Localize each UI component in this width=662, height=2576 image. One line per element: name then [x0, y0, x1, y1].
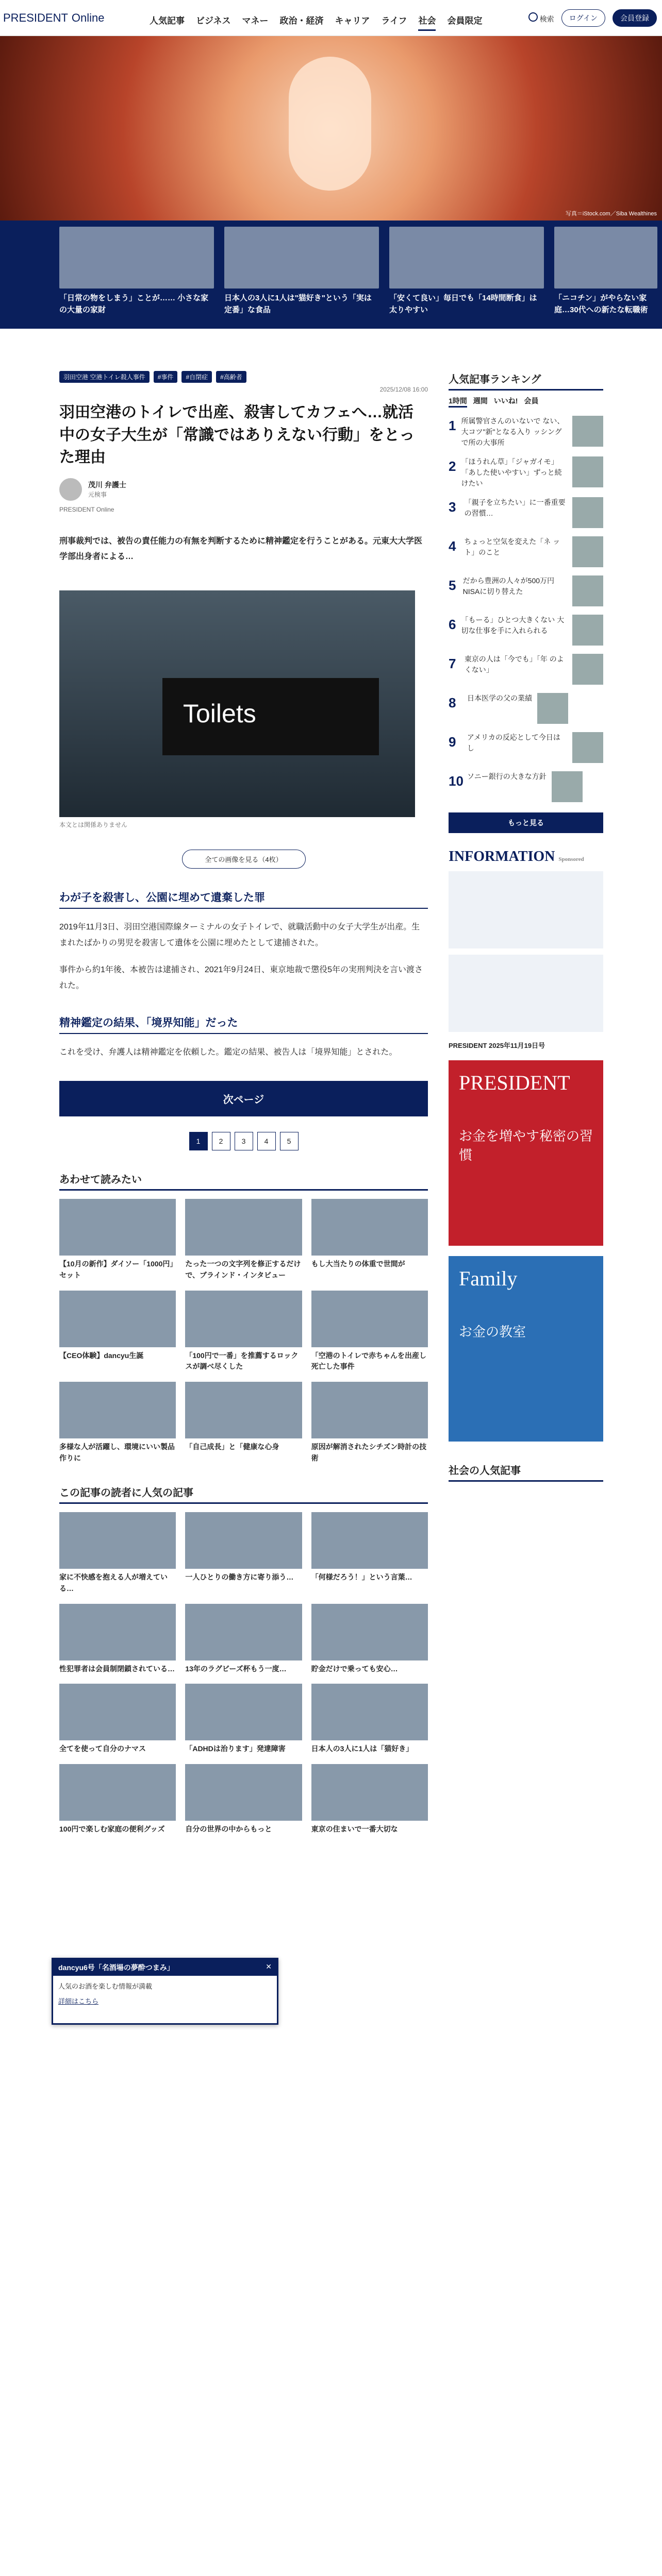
- login-button[interactable]: ログイン: [561, 9, 605, 27]
- magazine-date: PRESIDENT 2025年11月19日号: [449, 1042, 545, 1049]
- rank-number: 8: [449, 695, 456, 710]
- page-2[interactable]: 2: [212, 1132, 230, 1150]
- author-role: 元検事: [88, 491, 107, 498]
- recommend-card[interactable]: [311, 1382, 428, 1464]
- recommend-grid: [59, 1199, 428, 1464]
- rank-number: 4: [449, 538, 456, 554]
- article-paragraph: 2019年11月3日、羽田空港国際線ターミナルの女子トイレで、就職活動中の女子大学生が出産。生まれたばかりの男児を殺害して遺体を公園に埋めたとして逮捕された。: [59, 923, 420, 948]
- nav-career[interactable]: キャリア: [335, 16, 370, 26]
- hero-image: [0, 36, 662, 221]
- ranking-item[interactable]: [449, 497, 603, 528]
- card-title: たった一つの文字列を修正するだけで、ブラインド・インタビュー: [185, 1260, 301, 1279]
- ranking-item[interactable]: [449, 575, 603, 606]
- recommend-card[interactable]: [59, 1382, 176, 1464]
- recommend-card[interactable]: [59, 1199, 176, 1281]
- featured-card[interactable]: [224, 227, 379, 316]
- rank-title: 所属警官さんのいないで ない、大コツ"新"となる入り ッシングで所の大事所: [461, 417, 565, 447]
- information-heading: INFORMATION Sponsored: [449, 849, 584, 865]
- recommend-card[interactable]: [311, 1291, 428, 1372]
- ranking-item[interactable]: [449, 654, 603, 685]
- recommend-heading: あわせて読みたい: [59, 1171, 428, 1191]
- ranking-widget: [449, 371, 603, 833]
- card-thumb: [59, 1291, 176, 1347]
- tab-hour[interactable]: 1時間: [449, 396, 467, 408]
- recommend-card[interactable]: [185, 1199, 302, 1281]
- card-title: 多様な人が活躍し、環境にいい製品作りに: [59, 1442, 175, 1462]
- article-tags: [59, 371, 428, 383]
- card-thumb: [185, 1684, 302, 1740]
- ranking-item[interactable]: [449, 771, 603, 802]
- ranking-item[interactable]: [449, 732, 603, 763]
- card-thumb: [311, 1764, 428, 1821]
- popular-card[interactable]: [185, 1764, 302, 1835]
- featured-title: 日本人の3人に1人は"猫好き"という「実は定番」な食品: [224, 294, 372, 314]
- featured-thumb: [389, 227, 544, 289]
- card-thumb: [185, 1764, 302, 1821]
- next-page-button[interactable]: 次ページ: [59, 1081, 428, 1116]
- popular-card[interactable]: [311, 1604, 428, 1675]
- ranking-item[interactable]: [449, 456, 603, 489]
- rank-thumb: [572, 654, 603, 685]
- sidebar: [449, 371, 603, 1482]
- rank-title: ソニー銀行の大きな方針: [467, 772, 547, 781]
- magazine-cover[interactable]: [449, 1060, 603, 1246]
- section-heading: わが子を殺害し、公園に埋めて遺棄した罪: [59, 889, 428, 909]
- tag[interactable]: #自閉症: [181, 371, 212, 383]
- popular-card[interactable]: [59, 1604, 176, 1675]
- card-title: もし大当たりの体重で世間が: [311, 1260, 405, 1268]
- main-nav: [150, 13, 482, 31]
- rank-title: 「親子を立ちたい」に一番重要の習慣…: [464, 498, 566, 517]
- rank-thumb: [572, 416, 603, 447]
- card-title: 【10月の新作】ダイソー「1000円」セット: [59, 1260, 174, 1279]
- card-thumb: [185, 1512, 302, 1569]
- card-thumb: [59, 1382, 176, 1438]
- rank-title: アメリカの反応として今日はし: [467, 733, 560, 752]
- featured-title: 「ニコチン」がやらない家庭…30代への新たな転職術: [554, 294, 648, 314]
- card-title: 東京の住まいで一番大切な: [311, 1825, 398, 1834]
- article-paragraph: 事件から約1年後、本被告は逮捕され、2021年9月24日、東京地裁で懲役5年の実刑判決を言い渡された。: [59, 965, 423, 990]
- popular-card[interactable]: [311, 1512, 428, 1594]
- card-title: 【CEO体験】dancyu生誕: [59, 1351, 144, 1360]
- featured-thumb: [59, 227, 214, 289]
- card-thumb: [59, 1199, 176, 1256]
- rank-thumb: [572, 732, 603, 763]
- featured-card[interactable]: [59, 227, 214, 316]
- nav-life[interactable]: ライフ: [381, 16, 407, 26]
- promo-popup: [52, 1958, 278, 2025]
- rank-title: 「ほうれん草」「ジャガイモ」 「あした使いやすい」ずっと続けたい: [461, 457, 562, 487]
- card-title: 貯金だけで乗っても安心…: [311, 1664, 398, 1673]
- card-thumb: [311, 1199, 428, 1256]
- hero-figure: [289, 57, 371, 191]
- card-thumb: [59, 1512, 176, 1569]
- search-icon: [528, 12, 538, 22]
- card-title: 全てを使って自分のナマス: [59, 1744, 146, 1753]
- ranking-item[interactable]: [449, 536, 603, 567]
- author-name[interactable]: 茂川 弁護士: [88, 481, 126, 489]
- rank-number: 6: [449, 617, 456, 632]
- rank-number: 9: [449, 734, 456, 750]
- ad-banner[interactable]: [449, 871, 603, 948]
- article-photo[interactable]: [59, 590, 415, 817]
- page-3[interactable]: 3: [235, 1132, 253, 1150]
- card-thumb: [59, 1764, 176, 1821]
- card-thumb: [59, 1604, 176, 1660]
- recommend-card[interactable]: [59, 1291, 176, 1372]
- tab-members[interactable]: 会員: [524, 397, 539, 405]
- rank-thumb: [572, 575, 603, 606]
- more-button[interactable]: もっと見る: [449, 812, 603, 833]
- ranking-item[interactable]: [449, 416, 603, 448]
- card-title: 自分の世界の中からもっと: [185, 1825, 272, 1834]
- nav-popular[interactable]: 人気記事: [150, 16, 185, 26]
- card-thumb: [311, 1604, 428, 1660]
- hero-credit: 写真＝iStock.com／Siba Wealthines: [565, 211, 657, 217]
- popup-link[interactable]: 詳細はこちら: [58, 1997, 99, 2005]
- popup-title: dancyu6号「名酒場の夢酔つまみ」: [58, 1963, 174, 1972]
- popular-card[interactable]: [59, 1764, 176, 1835]
- card-thumb: [185, 1382, 302, 1438]
- site-header: [0, 0, 662, 36]
- tag[interactable]: #高齢者: [216, 371, 246, 383]
- popular-card[interactable]: [185, 1684, 302, 1755]
- nav-business[interactable]: ビジネス: [196, 16, 231, 26]
- nav-money[interactable]: マネー: [242, 16, 269, 26]
- card-title: 「100円で一番」を推薦するロックスが調べ尽くした: [185, 1351, 299, 1371]
- featured-thumb: [224, 227, 379, 289]
- tag-series[interactable]: 羽田空港 空港トイレ殺人事件: [59, 371, 150, 383]
- page-4[interactable]: 4: [257, 1132, 276, 1150]
- ranking-title: 人気記事ランキング: [449, 371, 603, 391]
- popular-card[interactable]: [59, 1512, 176, 1594]
- recommend-card[interactable]: [311, 1199, 428, 1281]
- avatar: [59, 478, 82, 501]
- site-logo[interactable]: PRESIDENT Online: [3, 11, 105, 24]
- card-thumb: [185, 1199, 302, 1256]
- card-title: 原因が解消されたシチズン時計の技術: [311, 1442, 427, 1462]
- card-thumb: [185, 1291, 302, 1347]
- rank-number: 2: [449, 459, 456, 474]
- rank-number: 3: [449, 499, 456, 515]
- tab-likes[interactable]: いいね!: [493, 397, 518, 405]
- rank-thumb: [572, 497, 603, 528]
- article-date: 2025/12/08 16:00: [379, 386, 428, 393]
- card-title: 「何様だろう！」という言葉…: [311, 1573, 412, 1582]
- ranking-item[interactable]: [449, 693, 603, 724]
- search-button[interactable]: 検索: [528, 12, 554, 24]
- card-thumb: [311, 1382, 428, 1438]
- popular-card[interactable]: [185, 1512, 302, 1594]
- nav-society[interactable]: 社会: [418, 13, 436, 31]
- tab-week[interactable]: 週間: [473, 397, 488, 405]
- card-title: 日本人の3人に1人は「猫好き」: [311, 1744, 413, 1753]
- page-5[interactable]: 5: [280, 1132, 299, 1150]
- ranking-item[interactable]: [449, 615, 603, 646]
- card-title: 家に不快感を抱える人が増えている…: [59, 1573, 168, 1593]
- card-thumb: [311, 1512, 428, 1569]
- card-title: 「ADHDは治ります」発達障害: [185, 1744, 286, 1753]
- rank-thumb: [572, 456, 603, 487]
- card-title: 100円で楽しむ家庭の便利グッズ: [59, 1825, 165, 1834]
- featured-title: 「安くて良い」毎日でも「14時間断食」は太りやすい: [389, 294, 537, 314]
- nav-members[interactable]: 会員限定: [447, 16, 483, 26]
- popular-grid: [59, 1512, 428, 1835]
- section-heading: 精神鑑定の結果、「境界知能」だった: [59, 1014, 428, 1034]
- popular-card[interactable]: [59, 1684, 176, 1755]
- card-title: 13年のラグビーズ杯もう一度…: [185, 1664, 287, 1673]
- article-source: PRESIDENT Online: [59, 505, 114, 513]
- rank-thumb: [537, 693, 568, 724]
- recommend-card[interactable]: [185, 1291, 302, 1372]
- nav-politics[interactable]: 政治・経済: [279, 16, 324, 26]
- rank-title: だから豊洲の人々が500万円 NISAに切り替えた: [462, 577, 555, 596]
- card-thumb: [59, 1684, 176, 1740]
- card-thumb: [311, 1684, 428, 1740]
- popular-card[interactable]: [185, 1604, 302, 1675]
- family-logo: Family: [459, 1267, 518, 1290]
- popular-heading: この記事の読者に人気の記事: [59, 1484, 428, 1504]
- recommend-card[interactable]: [185, 1382, 302, 1464]
- featured-strip: [0, 221, 662, 329]
- featured-card[interactable]: [389, 227, 544, 316]
- rank-thumb: [572, 536, 603, 567]
- article-main: [59, 371, 428, 1835]
- popular-card[interactable]: [311, 1764, 428, 1835]
- view-all-images-button[interactable]: 全ての画像を見る（4枚）: [182, 850, 306, 869]
- rank-number: 7: [449, 656, 456, 671]
- rank-title: 東京の人は「今でも」「年 のよくない」: [464, 655, 564, 674]
- photo-sign: Toilets: [162, 678, 379, 755]
- popular-card[interactable]: [311, 1684, 428, 1755]
- social-popular-heading: 社会の人気記事: [449, 1462, 603, 1482]
- featured-title: 「日常の物をしまう」ことが…… 小さな家の大量の家財: [59, 294, 209, 314]
- rank-title: 「もーる」ひとつ大きくない 大切な仕事を手に入れられる: [461, 616, 565, 635]
- card-title: 性犯罪者は会員制閉鎖されている…: [59, 1664, 175, 1673]
- card-thumb: [311, 1291, 428, 1347]
- rank-thumb: [572, 615, 603, 646]
- magazine-headline: お金を増やす秘密の習慣: [459, 1129, 593, 1163]
- ranking-tabs: [449, 396, 603, 408]
- card-title: 一人ひとりの働き方に寄り添う…: [185, 1573, 294, 1582]
- featured-card[interactable]: [554, 227, 657, 316]
- page-1[interactable]: 1: [189, 1132, 208, 1150]
- tag[interactable]: #事件: [154, 371, 178, 383]
- popup-body: 人気のお酒を楽しむ情報が満載: [58, 1982, 153, 1990]
- article-paragraph: これを受け、弁護人は精神鑑定を依頼した。鑑定の結果、被告人は「境界知能」とされた。: [59, 1048, 398, 1057]
- family-cover[interactable]: [449, 1256, 603, 1442]
- card-title: 「空港のトイレで赤ちゃんを出産し死亡した事件: [311, 1351, 426, 1371]
- rank-title: 日本医学の父の業績: [467, 694, 532, 702]
- ad-banner[interactable]: [449, 955, 603, 1032]
- pagination: [59, 1132, 428, 1150]
- close-icon[interactable]: ✕: [266, 1962, 272, 1971]
- article-lead: 刑事裁判では、被告の責任能力の有無を判断するために精神鑑定を行うことがある。元東大大学医学部出身者による…: [59, 536, 423, 561]
- register-button[interactable]: 会員登録: [613, 9, 657, 27]
- author-block: [59, 478, 428, 501]
- rank-thumb: [552, 771, 583, 802]
- rank-number: 1: [449, 418, 456, 433]
- rank-number: 5: [449, 578, 456, 593]
- card-title: 「自己成長」と「健康な心身: [185, 1442, 279, 1451]
- featured-thumb: [554, 227, 657, 289]
- magazine-logo: PRESIDENT: [459, 1071, 570, 1094]
- family-headline: お金の教室: [459, 1325, 526, 1340]
- rank-title: ちょっと空気を変えた「ネ ット」のこと: [464, 537, 560, 556]
- rank-number: 10: [449, 773, 464, 789]
- photo-caption: 本文とは関係ありません: [59, 821, 128, 829]
- article-title: 羽田空港のトイレで出産、殺害してカフェへ…就活中の女子大生が「常識ではありえない行動」をとった理由: [59, 404, 415, 466]
- card-thumb: [185, 1604, 302, 1660]
